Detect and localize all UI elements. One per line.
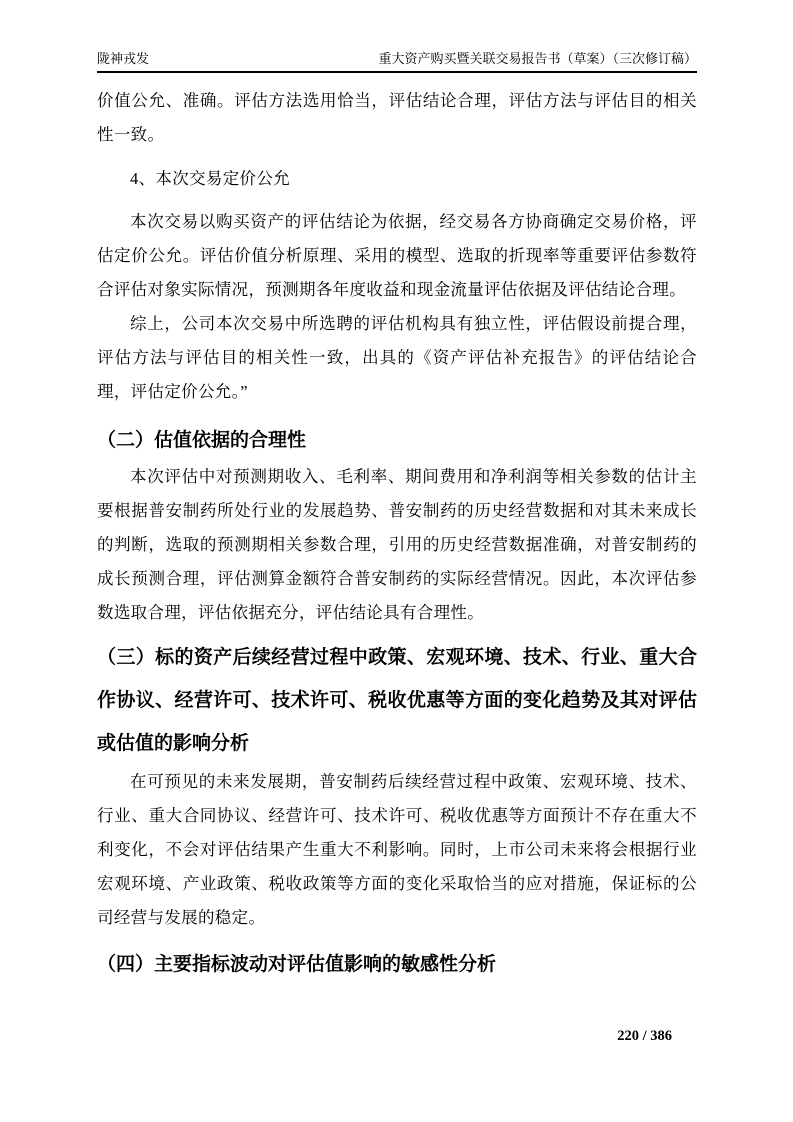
header-report-title: 重大资产购买暨关联交易报告书（草案）（三次修订稿） [378, 51, 697, 66]
section-heading-4: （四）主要指标波动对评估值影响的敏感性分析 [97, 954, 497, 975]
paragraph-valuation-basis: 本次评估中对预测期收入、毛利率、期间费用和净利润等相关参数的估计主要根据普安制药所处行业的发展趋势、普安制药的历史经营数据和对其未来成长的判断，选取的预测期相关参数合理，引用的历史经营数据准确，对普安制药的成长预测合理，评估测算金额符合普安制药的实际经营情况。因此，本次评估参数选取合理，评估依据充分，评估结论具有合理性。 [97, 467, 697, 622]
subheading-item-4: 4、本次交易定价公允 [130, 169, 291, 188]
paragraph-transaction-pricing: 本次交易以购买资产的评估结论为依据，经交易各方协商确定交易价格，评估定价公允。评估价值分析原理、采用的模型、选取的折现率等重要评估参数符合评估对象实际情况，预测期各年度收益和现金流量评估依据及评估结论合理。 [97, 212, 697, 299]
header-company-name: 陇神戎发 [97, 51, 150, 66]
section-heading-2: （二）估值依据的合理性 [97, 430, 307, 451]
document-body [97, 73, 697, 981]
paragraph-continuation: 价值公允、准确。评估方法选用恰当，评估结论合理，评估方法与评估目的相关性一致。 [97, 91, 697, 144]
content-area [97, 0, 697, 981]
page-footer [617, 1028, 672, 1044]
section-heading-3: （三）标的资产后续经营过程中政策、宏观环境、技术、行业、重大合作协议、经营许可、技术许可、税收优惠等方面的变化趋势及其对评估或估值的影响分析 [97, 647, 697, 754]
page-header [97, 0, 697, 73]
paragraph-summary: 综上，公司本次交易中所选聘的评估机构具有独立性，评估假设前提合理，评估方法与评估目的相关性一致，出具的《资产评估补充报告》的评估结论合理，评估定价公允。” [97, 314, 697, 401]
paragraph-future-outlook: 在可预见的未来发展期，普安制药后续经营过程中政策、宏观环境、技术、行业、重大合同协议、经营许可、技术许可、税收优惠等方面预计不存在重大不利变化，不会对评估结果产生重大不利影响。同时，上市公司未来将会根据行业宏观环境、产业政策、税收政策等方面的变化采取恰当的应对措施，保证标的公司经营与发展的稳定。 [97, 772, 697, 927]
page-number: 220 / 386 [617, 1028, 672, 1044]
